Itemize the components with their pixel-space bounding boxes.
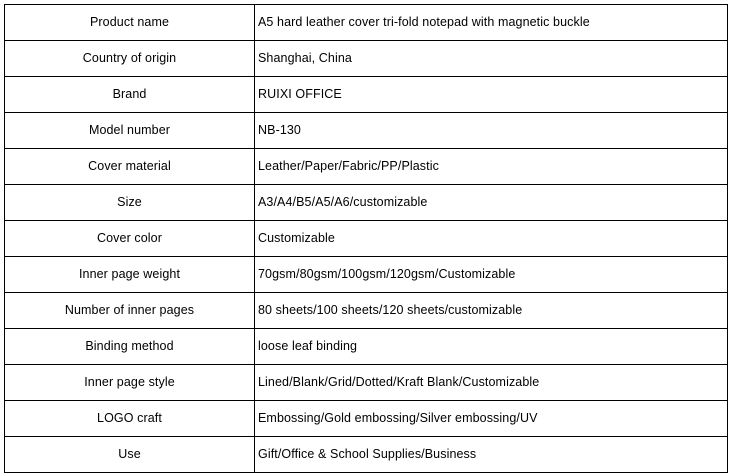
row-label: Product name [5,5,255,41]
table-row [5,293,728,329]
product-spec-table [4,4,728,473]
row-value: Leather/Paper/Fabric/PP/Plastic [255,149,728,185]
row-value: Customizable [255,221,728,257]
row-value: Lined/Blank/Grid/Dotted/Kraft Blank/Customizable [255,365,728,401]
row-label: Number of inner pages [5,293,255,329]
table-row [5,149,728,185]
row-value: Gift/Office & School Supplies/Business [255,437,728,473]
table-row [5,329,728,365]
row-value: Shanghai, China [255,41,728,77]
row-label: Model number [5,113,255,149]
table-row [5,5,728,41]
row-value: A5 hard leather cover tri-fold notepad with magnetic buckle [255,5,728,41]
table-row [5,113,728,149]
row-label: LOGO craft [5,401,255,437]
row-value: 80 sheets/100 sheets/120 sheets/customizable [255,293,728,329]
row-label: Binding method [5,329,255,365]
row-value: RUIXI OFFICE [255,77,728,113]
row-label: Cover color [5,221,255,257]
table-row [5,77,728,113]
table-row [5,221,728,257]
table-row [5,365,728,401]
row-value: loose leaf binding [255,329,728,365]
row-label: Use [5,437,255,473]
row-label: Inner page style [5,365,255,401]
row-label: Size [5,185,255,221]
row-value: NB-130 [255,113,728,149]
row-value: 70gsm/80gsm/100gsm/120gsm/Customizable [255,257,728,293]
table-row [5,257,728,293]
table-row [5,41,728,77]
row-label: Brand [5,77,255,113]
table-row [5,437,728,473]
row-label: Cover material [5,149,255,185]
row-value: A3/A4/B5/A5/A6/customizable [255,185,728,221]
row-value: Embossing/Gold embossing/Silver embossing/UV [255,401,728,437]
table-row [5,185,728,221]
row-label: Country of origin [5,41,255,77]
table-row [5,401,728,437]
row-label: Inner page weight [5,257,255,293]
